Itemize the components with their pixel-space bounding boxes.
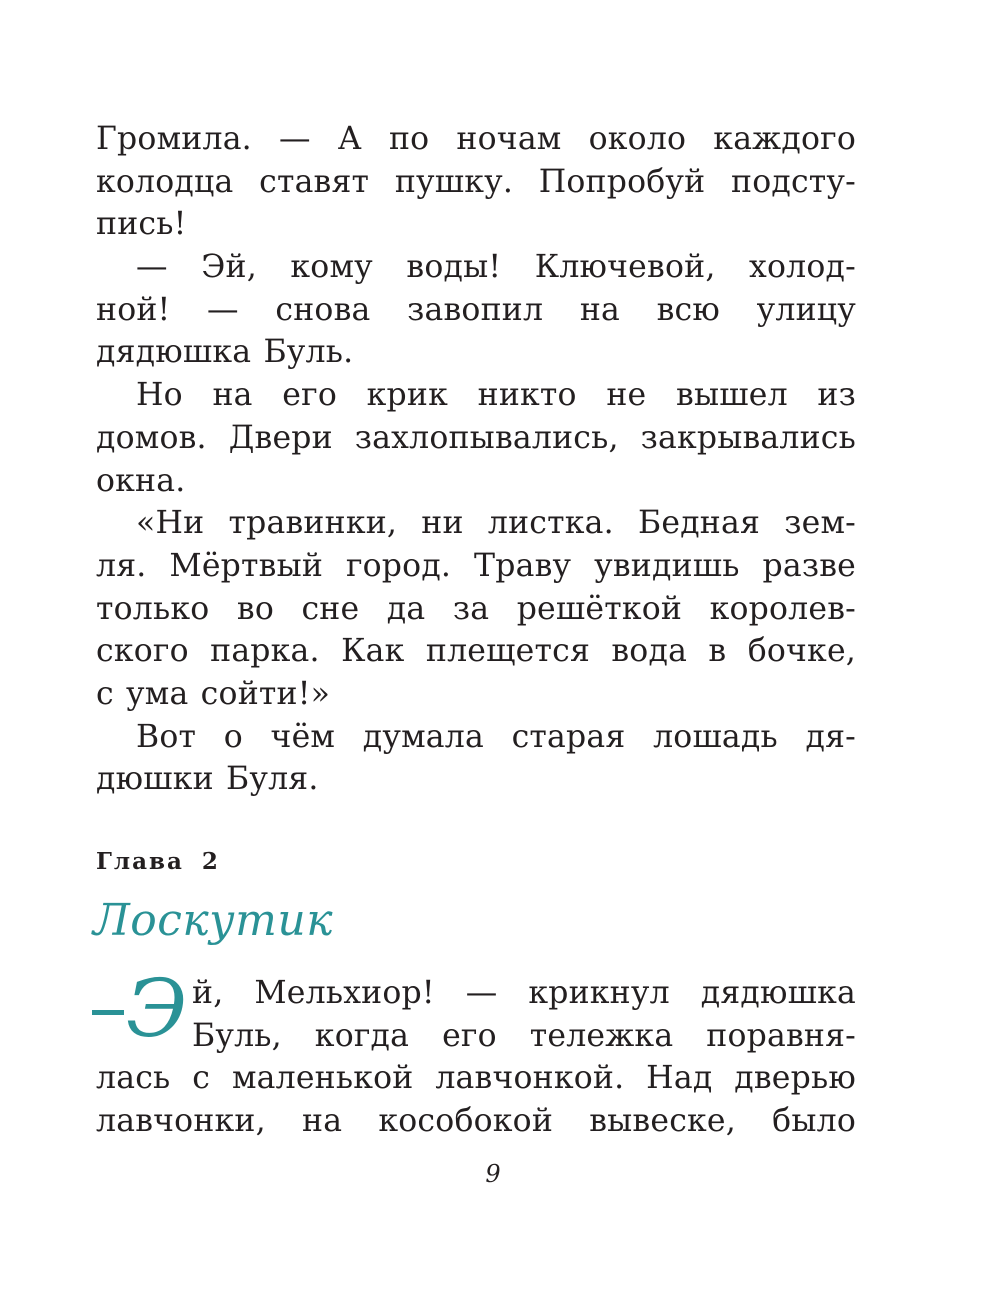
text-line: с ума сойти!» (96, 675, 331, 712)
text-line: лавчонки, на кособокой вывеске, было (96, 1103, 856, 1140)
text-line: — Эй, кому воды! Ключевой, холод- (136, 249, 856, 286)
page-number: 9 (485, 1160, 501, 1188)
text-line: домов. Двери захлопывались, закрывались (96, 419, 856, 456)
text-line: Буль, когда его тележка поравня- (192, 1017, 856, 1054)
text-line: Громила. — А по ночам около каждого (96, 121, 856, 157)
text-line: ля. Мёртвый город. Траву увидишь разве (96, 547, 856, 584)
text-line: колодца ставят пушку. Попробуй подсту- (96, 163, 856, 200)
text-line: й, Мельхиор! — крикнул дядюшка (192, 975, 856, 1011)
text-line: лась с маленькой лавчонкой. Над дверью (96, 1060, 856, 1097)
text-line: «Ни травинки, ни листка. Бедная зем- (136, 505, 856, 542)
chapter-opening (96, 962, 856, 1143)
drop-cap-letter: Э (126, 962, 188, 1055)
text-line: только во сне да за решёткой королев- (96, 590, 856, 627)
text-line: окна. (96, 462, 186, 499)
chapter-label: Глава 2 (96, 848, 220, 875)
drop-cap-dash (92, 1010, 124, 1015)
text-line: ского парка. Как плещется вода в бочке, (96, 633, 856, 670)
body-text (96, 118, 856, 801)
drop-cap (92, 962, 188, 1056)
text-line: пись! (96, 206, 187, 243)
text-line: дядюшка Буль. (96, 334, 354, 371)
text-line: дюшки Буля. (96, 761, 319, 798)
text-line: Вот о чём думала старая лошадь дя- (136, 718, 856, 755)
text-line: ной! — снова завопил на всю улицу (96, 291, 856, 328)
chapter-title: Лоскутик (93, 895, 333, 946)
text-line: Но на его крик никто не вышел из (136, 377, 856, 414)
